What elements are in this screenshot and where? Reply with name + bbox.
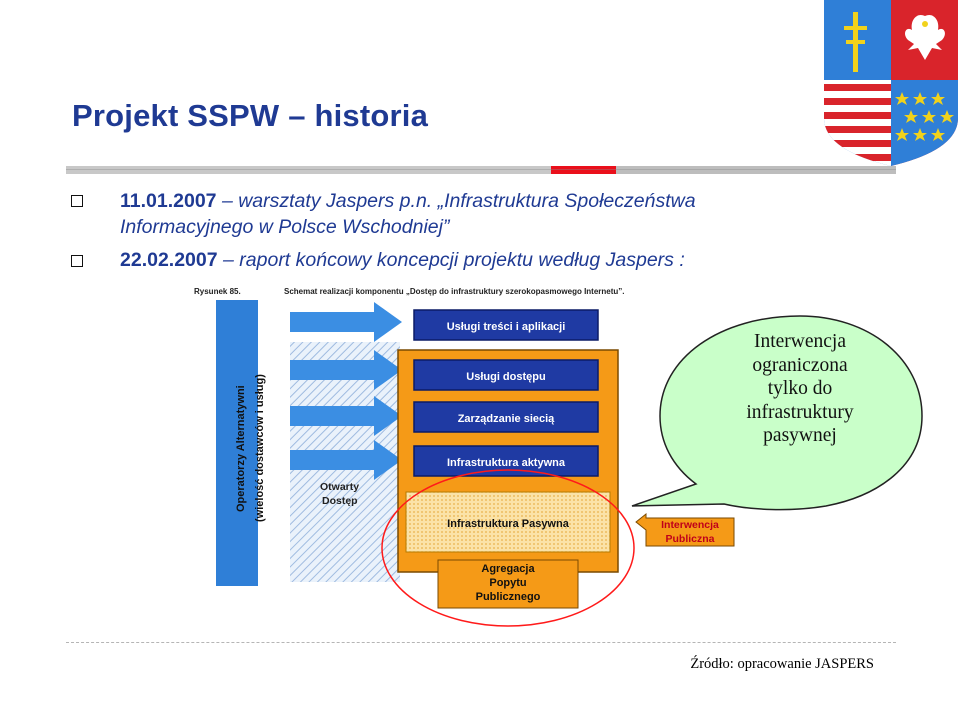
open-access-label-1: Otwarty [320, 481, 360, 493]
vertical-label-providers: (wielość dostawców i usług) [254, 374, 266, 522]
public-intervention-label-1: Interwencja [661, 519, 719, 531]
bullet-date-1: 11.01.2007 [120, 190, 217, 212]
bullet-text-1 [120, 190, 696, 213]
slide-title: Projekt SSPW – historia [72, 98, 429, 133]
open-access-label-2: Dostęp [322, 495, 358, 507]
bullet-text-1b: Informacyjnego w Polsce Wschodniej” [120, 216, 450, 238]
figure-caption-title: Schemat realizacji komponentu „Dostęp do infrastruktury szerokopasmowego Internetu”. [284, 287, 625, 296]
figure-caption-number: Rysunek 85. [194, 287, 241, 296]
layer-network-management: Zarządzanie siecią [457, 413, 555, 425]
bullet-text-2 [120, 249, 685, 272]
callout-line-4: infrastruktury [746, 401, 854, 423]
vertical-label-operators: Operatorzy Alternatywni [235, 385, 247, 512]
aggregation-label-2: Popytu [489, 577, 527, 589]
footer-divider [66, 642, 896, 644]
bullet-square-icon [71, 255, 83, 267]
region-flag-emblem [822, 0, 960, 166]
layer-passive-infrastructure: Infrastruktura Pasywna [447, 518, 569, 530]
bullet-date-2: 22.02.2007 [120, 249, 218, 271]
layer-access-services: Usługi dostępu [466, 371, 546, 383]
bullet-square-icon [71, 195, 83, 207]
source-note: Źródło: opracowanie JASPERS [690, 656, 874, 672]
bullet-text-1a: – warsztaty Jaspers p.n. „Infrastruktura Społeczeństwa [216, 190, 696, 212]
title-divider [66, 166, 896, 174]
callout-line-5: pasywnej [763, 425, 837, 446]
aggregation-label-3: Publicznego [475, 591, 541, 603]
public-intervention-label-2: Publiczna [665, 533, 715, 545]
layer-active-infrastructure: Infrastruktura aktywna [447, 457, 565, 469]
callout-line-3: tylko do [767, 378, 833, 399]
layer-content-services: Usługi treści i aplikacji [446, 321, 566, 333]
bullet-text-2a: – raport końcowy koncepcji projektu według Jaspers : [217, 249, 685, 271]
callout-line-1: Interwencja [753, 331, 847, 352]
callout-line-2: ograniczona [752, 354, 848, 376]
aggregation-label-1: Agregacja [481, 563, 535, 575]
callout-text [686, 330, 914, 448]
